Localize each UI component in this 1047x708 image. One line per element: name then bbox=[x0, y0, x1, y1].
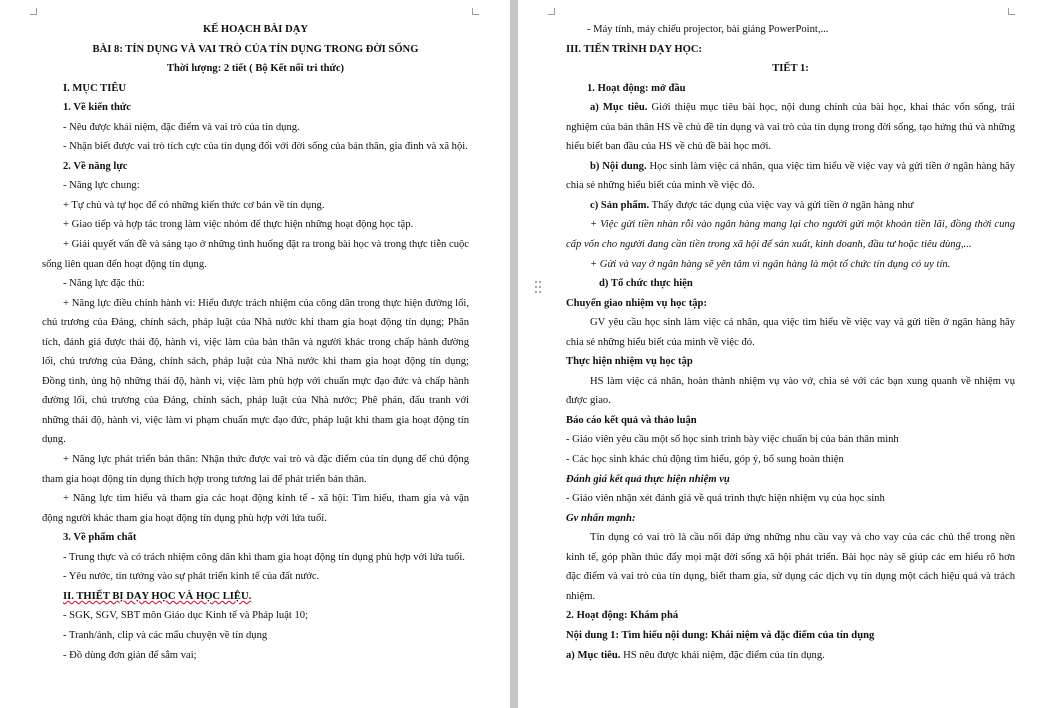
item-label: a) Mục tiêu. bbox=[590, 102, 648, 114]
subsection-heading: 1. Về kiến thức bbox=[63, 102, 131, 114]
paragraph: - Nhận biết được vai trò tích cực của tín dụng đối với đời sống của bản thân, gia đình và xã hội. bbox=[63, 141, 468, 153]
paragraph: - Đồ dùng đơn giản để sắm vai; bbox=[63, 649, 197, 661]
document-page-right bbox=[518, 0, 1047, 708]
paragraph: - Nêu được khái niệm, đặc điểm và vai trò của tín dụng. bbox=[63, 121, 300, 133]
paragraph: + Giao tiếp và hợp tác trong làm việc nhóm để thực hiện những hoạt động học tập. bbox=[63, 219, 414, 231]
paragraph: - SGK, SGV, SBT môn Giáo dục Kinh tế và Pháp luật 10; bbox=[63, 610, 309, 622]
paragraph: HS làm việc cá nhân, hoàn thành nhiệm vụ vào vở, chia sẻ với các bạn xung quanh về nhiệm vụ được giao. bbox=[566, 375, 1015, 407]
activity-heading: 2. Hoạt động: Khám phá bbox=[566, 610, 679, 622]
subsection-heading: d) Tổ chức thực hiện bbox=[599, 278, 693, 290]
doc-title: KẾ HOẠCH BÀI DẠY bbox=[202, 24, 309, 35]
paragraph bbox=[566, 196, 1015, 216]
item-text: Thấy được tác dụng của việc vay và gửi tiền ở ngân hàng như bbox=[649, 199, 914, 211]
lesson-period: TIẾT 1: bbox=[772, 63, 809, 75]
paragraph: + Năng lực tìm hiểu và tham gia các hoạt động kinh tế - xã hội: Tìm hiểu, tham gia và vận động người khác tham gia hoạt động tín dụng phù hợp với lứa tuổi. bbox=[42, 493, 469, 524]
paragraph: - Giáo viên yêu cầu một số học sinh trình bày việc chuẩn bị của bản thân mình bbox=[566, 434, 899, 446]
paragraph bbox=[566, 98, 1015, 157]
step-heading: Báo cáo kết quả và thảo luận bbox=[566, 414, 697, 426]
paragraph: + Giải quyết vấn đề và sáng tạo ở những tình huống đặt ra trong bài học và trong thực tiễn cuộc sống liên quan đến hoạt động tín dụng. bbox=[42, 239, 469, 270]
item-text: Giới thiệu mục tiêu bài học, nội dung chính của bài học, khai thác vốn sống, trải nghiệm của bản thân HS về chủ đề tín dụng và vai trò của tín dụng trong đời sống, tạo hứng thú và những hiểu biết ban đầu của HS về chủ đề bài học mới. bbox=[566, 102, 1015, 153]
item-label: c) Sản phẩm. bbox=[590, 199, 650, 211]
section-heading: I. MỤC TIÊU bbox=[63, 82, 127, 94]
item-text: Học sinh làm việc cá nhân, qua việc tìm hiểu về việc vay và gửi tiền ở ngân hàng hãy chia sẻ những hiểu biết của mình về việc đó. bbox=[566, 160, 1015, 192]
subsection-heading: 3. Về phẩm chất bbox=[63, 532, 137, 544]
item-label: b) Nội dung. bbox=[590, 160, 647, 172]
page-right-content[interactable] bbox=[566, 20, 1015, 665]
document-page-left bbox=[0, 0, 510, 708]
paragraph: + Năng lực điều chỉnh hành vi: Hiểu được trách nhiệm của công dân trong thực hiện đường lối, chủ trương của Đảng, chính sách, pháp luật của Nhà nước khi tham gia hoạt động tín dụng; Phân tích, đánh giá được thái độ, hành vi, việc làm của bản thân và người khác trong chấp hành đường lối, chủ trương của Đảng, chính sách, pháp luật của Nhà nước khi tham gia hoạt động tín dụng; Đồng tình, ủng hộ những thái độ, hành vi, việc làm phù hợp với chuẩn mực đạo đức và chấp hành đường lối, chủ trương của Đảng, chính sách, pháp luật của Nhà nước; Phê phán, đấu tranh với những thái độ, hành vi, việc làm vi phạm chuẩn mực đạo đức, pháp luật khi tham gia hoạt động tín dụng. bbox=[42, 297, 469, 446]
paragraph: - Trung thực và có trách nhiệm công dân khi tham gia hoạt động tín dụng phù hợp với lứa tuổi. bbox=[63, 551, 465, 563]
page-left-content[interactable] bbox=[42, 20, 469, 665]
section-heading bbox=[42, 587, 469, 607]
paragraph: GV yêu cầu học sinh làm việc cá nhân, qua việc tìm hiểu về việc vay và gửi tiền ở ngân hàng hãy chia sẻ những hiểu biết của mình về việc đó. bbox=[566, 317, 1015, 348]
margin-corner-mark bbox=[30, 8, 37, 15]
margin-corner-mark bbox=[1008, 8, 1015, 15]
item-label: a) Mục tiêu. bbox=[566, 649, 621, 661]
subsection-heading: 2. Về năng lực bbox=[63, 160, 128, 172]
paragraph: + Gửi và vay ở ngân hàng sẽ yên tâm vì ngân hàng là một tổ chức tín dụng có uy tín. bbox=[590, 258, 951, 270]
paragraph: + Việc gửi tiền nhàn rỗi vào ngân hàng mang lại cho người gửi một khoản tiền lãi, đồng thời cung cấp vốn cho người đang cần tiền trong xã hội để sản xuất, kinh doanh, đầu tư hoặc tiêu dùng,... bbox=[566, 219, 1015, 251]
paragraph: - Tranh/ảnh, clip và các mẩu chuyện về tín dụng bbox=[63, 629, 268, 641]
duration-line: Thời lượng: 2 tiết ( Bộ Kết nối tri thức) bbox=[166, 63, 345, 75]
paragraph bbox=[566, 157, 1015, 196]
paragraph: + Tự chủ và tự học để có những kiến thức cơ bản về tín dụng. bbox=[63, 199, 325, 211]
paragraph: - Năng lực chung: bbox=[63, 180, 140, 192]
drag-handle-icon[interactable] bbox=[535, 281, 543, 295]
step-heading: Thực hiện nhiệm vụ học tập bbox=[566, 356, 693, 368]
margin-corner-mark bbox=[548, 8, 555, 15]
item-text: HS nêu được khái niệm, đặc điểm của tín dụng. bbox=[620, 649, 825, 661]
paragraph: + Năng lực phát triển bản thân: Nhận thức được vai trò và đặc điểm của tín dụng để chủ động tham gia hoạt động tín dụng thích hợp trong tương lai để phát triển bản thân. bbox=[42, 454, 469, 485]
activity-heading: 1. Hoạt động: mở đầu bbox=[587, 82, 686, 94]
step-heading: Gv nhấn mạnh: bbox=[566, 512, 636, 524]
spellcheck-underline: II. THIẾT BỊ DẠY HỌC VÀ HỌC LIỆU. bbox=[63, 590, 252, 602]
lesson-title: BÀI 8: TÍN DỤNG VÀ VAI TRÒ CỦA TÍN DỤNG TRONG ĐỜI SỐNG bbox=[92, 43, 419, 55]
section-heading: III. TIẾN TRÌNH DẠY HỌC: bbox=[566, 43, 703, 55]
paragraph bbox=[566, 646, 1015, 666]
content-heading: Nội dung 1: Tìm hiểu nội dung: Khái niệm và đặc điểm của tín dụng bbox=[566, 629, 875, 641]
step-heading: Đánh giá kết quả thực hiện nhiệm vụ bbox=[566, 473, 730, 485]
paragraph: - Máy tính, máy chiếu projector, bài giảng PowerPoint,... bbox=[587, 24, 829, 35]
paragraph: - Yêu nước, tin tưởng vào sự phát triển kinh tế của đất nước. bbox=[63, 571, 320, 583]
paragraph: Tín dụng có vai trò là cầu nối đáp ứng những nhu cầu vay và cho vay của các chủ thể trong nền kinh tế, góp phần thúc đẩy mọi mặt đời sống xã hội phát triển. Bài học này sẽ giúp các em hiểu rõ hơn đặc điểm và vai trò của tín dụng, biết tham gia, sử dụng các dịch vụ tín dụng một cách hiệu quả và trách nhiệm. bbox=[566, 532, 1015, 602]
paragraph: - Các học sinh khác chủ động tìm hiểu, góp ý, bổ sung hoàn thiện bbox=[566, 454, 844, 466]
paragraph: - Giáo viên nhận xét đánh giá về quá trình thực hiện nhiệm vụ của học sinh bbox=[566, 493, 885, 505]
step-heading: Chuyển giao nhiệm vụ học tập: bbox=[566, 297, 707, 309]
margin-corner-mark bbox=[472, 8, 479, 15]
paragraph: - Năng lực đặc thù: bbox=[63, 278, 145, 290]
